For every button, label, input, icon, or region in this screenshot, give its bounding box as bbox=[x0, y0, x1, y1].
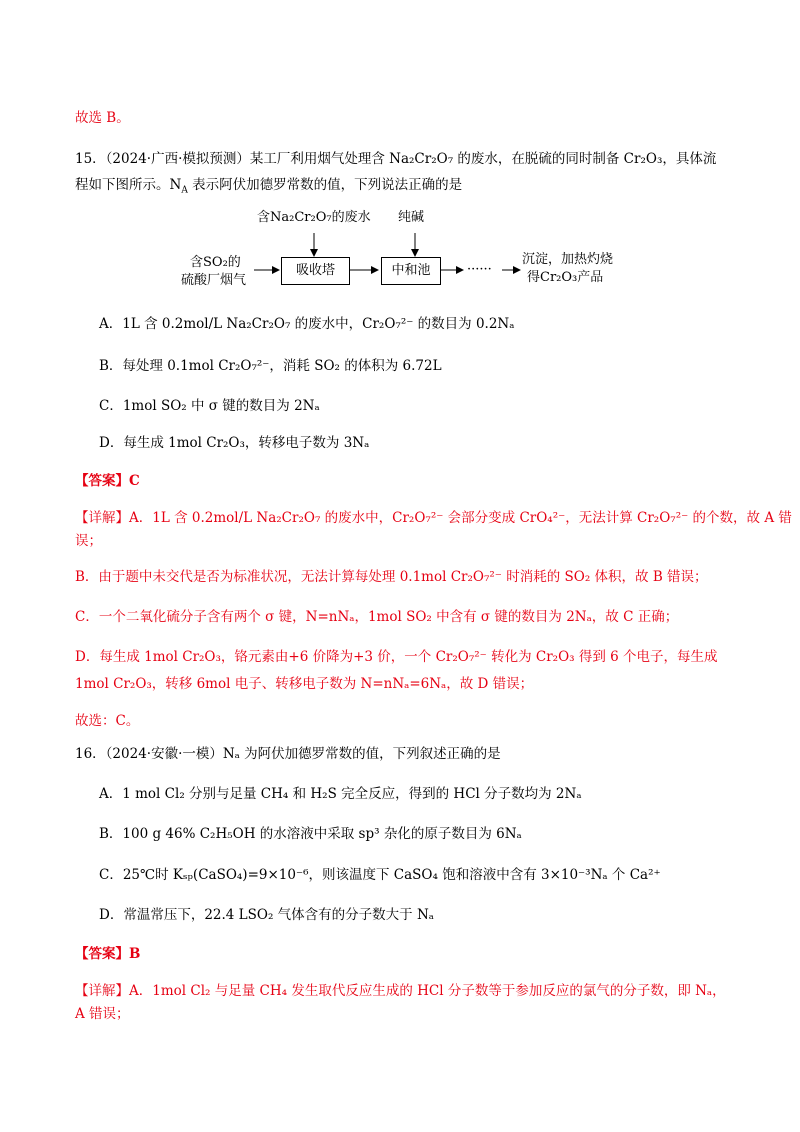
q15-stem-line1: 15．（2024·广西·模拟预测）某工厂利用烟气处理含 Na₂Cr₂O₇ 的废水，在脱硫的同时制备 Cr₂O₃，具体流 bbox=[75, 151, 717, 167]
q16-option-d: D．常温常压下，22.4 LSO₂ 气体含有的分子数大于 Nₐ bbox=[99, 907, 434, 923]
q15-stem-line2: 程如下图所示。$N_A$ 表示阿伏加德罗常数的值，下列说法正确的是 bbox=[75, 177, 463, 196]
q15-detail-3: B．由于题中未交代是否为标准状况，无法计算每处理 0.1mol Cr₂O₇²⁻ 时消耗的 SO₂ 体积，故 B 错误； bbox=[75, 569, 708, 585]
q15-detail-6: 1mol Cr₂O₃，转移 6mol 电子、转移电子数为 N=nNₐ=6Nₐ，故 D 错误； bbox=[75, 676, 534, 692]
q16-answer: 【答案】B bbox=[75, 946, 141, 962]
input-soda-label: 纯碱 bbox=[398, 210, 425, 225]
q15-option-b: B．每处理 0.1mol Cr₂O₇²⁻，消耗 SO₂ 的体积为 6.72L bbox=[99, 358, 442, 374]
q16-option-b: B．100 g 46% C₂H₅OH 的水溶液中采取 sp³ 杂化的原子数目为 6Nₐ bbox=[99, 826, 522, 842]
input-fluegas-label-2: 硫酸厂烟气 bbox=[181, 273, 247, 288]
q16-stem: 16．（2024·安徽·一模）Nₐ 为阿伏加德罗常数的值，下列叙述正确的是 bbox=[75, 746, 501, 762]
q16-detail-1: 【详解】A．1mol Cl₂ 与足量 CH₄ 发生取代反应生成的 HCl 分子数等于参加反应的氯气的分子数，即 Nₐ， bbox=[75, 983, 726, 999]
output-label-1: 沉淀，加热灼烧 bbox=[522, 252, 614, 267]
absorption-tower-box: 吸收塔 bbox=[281, 257, 350, 285]
prev-conclusion: 故选 B。 bbox=[75, 110, 130, 126]
input-fluegas-label-1: 含SO₂的 bbox=[190, 255, 241, 270]
q15-option-a: A．1L 含 0.2mol/L Na₂Cr₂O₇ 的废水中，Cr₂O₇²⁻ 的数目为 0.2Nₐ bbox=[99, 316, 515, 332]
process-dots: ······ bbox=[467, 262, 492, 277]
q16-detail-2: A 错误； bbox=[75, 1006, 130, 1022]
q15-answer: 【答案】C bbox=[75, 473, 140, 489]
q16-option-c: C．25℃时 Kₛₚ(CaSO₄)=9×10⁻⁶，则该温度下 CaSO₄ 饱和溶液中含有 3×10⁻³Nₐ 个 Ca²⁺ bbox=[99, 867, 661, 883]
q15-option-c: C．1mol SO₂ 中 σ 键的数目为 2Nₐ bbox=[99, 398, 320, 414]
q15-detail-7: 故选：C。 bbox=[75, 713, 140, 729]
q16-option-a: A．1 mol Cl₂ 分别与足量 CH₄ 和 H₂S 完全反应，得到的 HCl 分子数均为 2Nₐ bbox=[99, 786, 582, 802]
q15-detail-1: 【详解】A．1L 含 0.2mol/L Na₂Cr₂O₇ 的废水中，Cr₂O₇²⁻ 会部分变成 CrO₄²⁻，无法计算 Cr₂O₇²⁻ 的个数，故 A 错 bbox=[75, 510, 792, 526]
output-label-2: 得Cr₂O₃产品 bbox=[527, 270, 604, 285]
input-wastewater-label: 含Na₂Cr₂O₇的废水 bbox=[257, 210, 371, 225]
q15-detail-4: C．一个二氧化硫分子含有两个 σ 键，N=nNₐ，1mol SO₂ 中含有 σ 键的数目为 2Nₐ，故 C 正确； bbox=[75, 609, 679, 625]
q15-option-d: D．每生成 1mol Cr₂O₃，转移电子数为 3Nₐ bbox=[99, 435, 370, 451]
q15-detail-5: D．每生成 1mol Cr₂O₃，铬元素由+6 价降为+3 价，一个 Cr₂O₇²⁻ 转化为 Cr₂O₃ 得到 6 个电子，每生成 bbox=[75, 649, 718, 665]
q15-detail-2: 误； bbox=[75, 533, 102, 549]
neutralization-tank-box: 中和池 bbox=[381, 257, 441, 285]
